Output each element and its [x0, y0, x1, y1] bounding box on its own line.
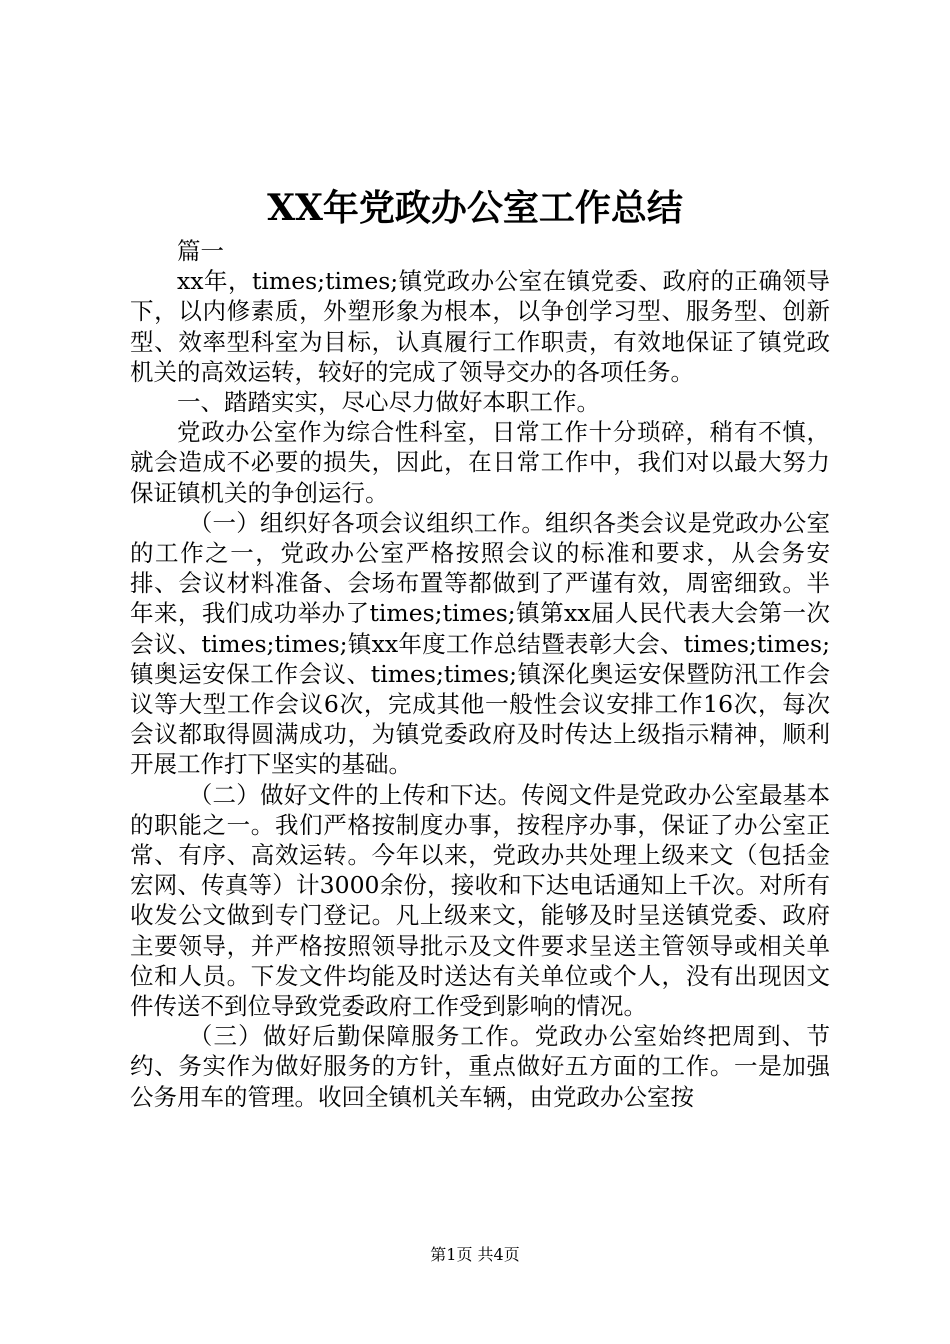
intro-paragraph: xx年，times;times;镇党政办公室在镇党委、政府的正确领导下，以内修素质，外塑形象为根本，以争创学习型、服务型、创新型、效率型科室为目标，认真履行工作职责，有效地保证了镇党政机关的高效运转，较好的完成了领导交办的各项任务。 [130, 267, 830, 386]
subsection-paragraph-3: （三）做好后勤保障服务工作。党政办公室始终把周到、节约、务实作为做好服务的方针，重点做好五方面的工作。一是加强公务用车的管理。收回全镇机关车辆，由党政办公室按 [130, 1022, 830, 1111]
subsection-paragraph-2: （二）做好文件的上传和下达。传阅文件是党政办公室最基本的职能之一。我们严格按制度办事，按程序办事，保证了办公室正常、有序、高效运转。今年以来，党政办共处理上级来文（包括金宏网、传真等）计3000余份，接收和下达电话通知上千次。对所有收发公文做到专门登记。凡上级来文，能够及时呈送镇党委、政府主要领导，并严格按照领导批示及文件要求呈送主管领导或相关单位和人员。下发文件均能及时送达有关单位或个人，没有出现因文件传送不到位导致党委政府工作受到影响的情况。 [130, 780, 830, 1021]
document-body [130, 236, 830, 1112]
body-paragraph: 党政办公室作为综合性科室，日常工作十分琐碎，稍有不慎，就会造成不必要的损失，因此，在日常工作中，我们对以最大努力保证镇机关的争创运行。 [130, 418, 830, 507]
subsection-paragraph-1: （一）组织好各项会议组织工作。组织各类会议是党政办公室的工作之一，党政办公室严格按照会议的标准和要求，从会务安排、会议材料准备、会场布置等都做到了严谨有效，周密细致。半年来，我们成功举办了times;times;镇第xx届人民代表大会第一次会议、times;times;镇xx年度工作总结暨表彰大会、times;times;镇奥运安保工作会议、times;times;镇深化奥运安保暨防汛工作会议等大型工作会议6次，完成其他一般性会议安排工作16次，每次会议都取得圆满成功，为镇党委政府及时传达上级指示精神，顺利开展工作打下坚实的基础。 [130, 508, 830, 779]
section-heading: 一、踏踏实实，尽心尽力做好本职工作。 [177, 388, 600, 417]
section-label: 篇一 [177, 237, 224, 265]
document-title: XX年党政办公室工作总结 [267, 187, 683, 229]
page-footer: 第1页 共4页 [430, 1245, 520, 1264]
